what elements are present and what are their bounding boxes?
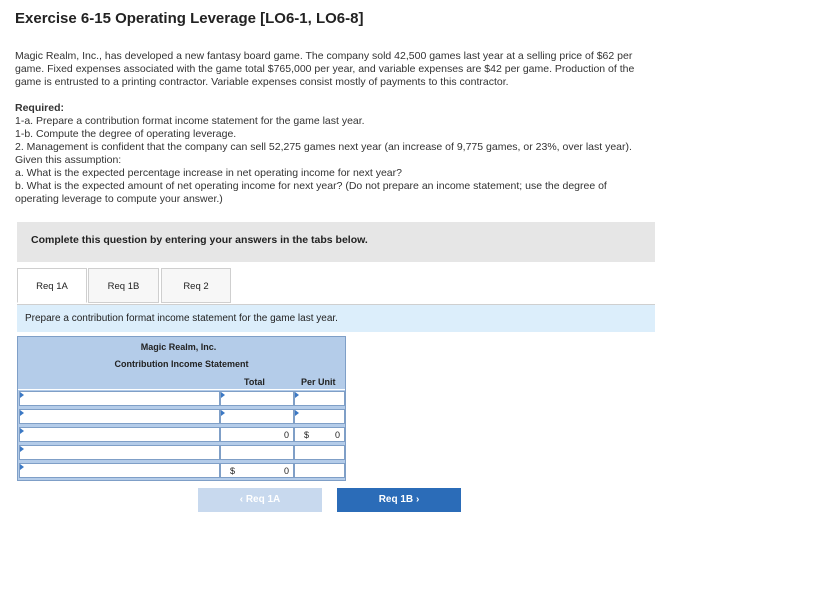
dropdown-indicator-icon (295, 410, 299, 416)
problem-text (15, 50, 815, 89)
required-item: 1-a. Prepare a contribution format income statement for the game last year. (15, 115, 365, 127)
row-label-input[interactable] (19, 427, 220, 442)
per-unit-input[interactable] (294, 391, 345, 406)
tab-req-1b[interactable]: Req 1B (88, 268, 159, 303)
dropdown-indicator-icon (295, 392, 299, 398)
table-row (18, 426, 345, 444)
chevron-right-icon: › (415, 494, 420, 505)
total-value (220, 427, 294, 442)
table-row (18, 462, 345, 480)
instruction-text: Prepare a contribution format income statement for the game last year. (25, 313, 338, 324)
income-statement-table (17, 336, 346, 481)
statement-title: Contribution Income Statement (114, 359, 249, 369)
total-input[interactable] (220, 409, 294, 424)
dropdown-indicator-icon (221, 392, 225, 398)
required-item: a. What is the expected percentage increase in net operating income for next year? (15, 167, 402, 179)
column-header-per-unit: Per Unit (301, 377, 336, 387)
problem-line: Magic Realm, Inc., has developed a new fantasy board game. The company sold 42,500 games last year at a selling price of $62 per (15, 50, 633, 62)
banner-text: Complete this question by entering your answers in the tabs below. (31, 234, 368, 246)
row-label-input[interactable] (19, 445, 220, 460)
row-label-input[interactable] (19, 409, 220, 424)
tab-instruction (17, 305, 655, 332)
total-input[interactable] (220, 391, 294, 406)
page-title: Exercise 6-15 Operating Leverage [LO6-1, LO6-8] (15, 10, 364, 27)
total-input[interactable] (220, 445, 294, 460)
required-heading: Required: (15, 102, 65, 114)
next-button-label: Req 1B (378, 494, 414, 505)
chevron-left-icon: ‹ (239, 494, 244, 505)
required-section (15, 102, 815, 206)
table-row (18, 444, 345, 462)
dropdown-indicator-icon (20, 392, 24, 398)
next-tab-button[interactable] (337, 488, 461, 512)
required-item: b. What is the expected amount of net operating income for next year? (Do not prepare an income statement; use the degree of (15, 180, 607, 192)
company-name: Magic Realm, Inc. (140, 342, 217, 352)
per-unit-value (294, 427, 345, 442)
dropdown-indicator-icon (221, 410, 225, 416)
tab-req-2[interactable]: Req 2 (161, 268, 231, 303)
per-unit-input[interactable] (294, 463, 345, 478)
tab-req-1a[interactable]: Req 1A (17, 268, 87, 303)
problem-line: game is entrusted to a printing contractor. Variable expenses consist mostly of payments to this contractor. (15, 76, 509, 88)
dropdown-indicator-icon (20, 410, 24, 416)
required-item: operating leverage to compute your answer.) (15, 193, 223, 205)
dropdown-indicator-icon (20, 428, 24, 434)
required-item: 2. Management is confident that the company can sell 52,275 games next year (an increase of 9,775 games, or 23%, over last year). (15, 141, 632, 153)
prev-tab-button[interactable] (198, 488, 322, 512)
table-row (18, 408, 345, 426)
total-amount: 0 (283, 466, 289, 476)
table-row (18, 390, 345, 408)
column-header-total: Total (244, 377, 265, 387)
problem-line: game. Fixed expenses associated with the game total $765,000 per year, and variable expenses are $42 per game. Production of the (15, 63, 635, 75)
per-unit-input[interactable] (294, 445, 345, 460)
total-value (220, 463, 294, 478)
prev-button-label: Req 1A (245, 494, 281, 505)
required-item: 1-b. Compute the degree of operating leverage. (15, 128, 237, 140)
total-amount: 0 (283, 430, 289, 440)
per-unit-amount: 0 (334, 430, 340, 440)
currency-symbol: $ (230, 466, 236, 476)
instructions-banner (17, 222, 655, 262)
currency-symbol: $ (304, 430, 310, 440)
row-label-input[interactable] (19, 391, 220, 406)
required-item: Given this assumption: (15, 154, 122, 166)
row-label-input[interactable] (19, 463, 220, 478)
dropdown-indicator-icon (20, 446, 24, 452)
dropdown-indicator-icon (20, 464, 24, 470)
per-unit-input[interactable] (294, 409, 345, 424)
statement-header (18, 337, 345, 389)
